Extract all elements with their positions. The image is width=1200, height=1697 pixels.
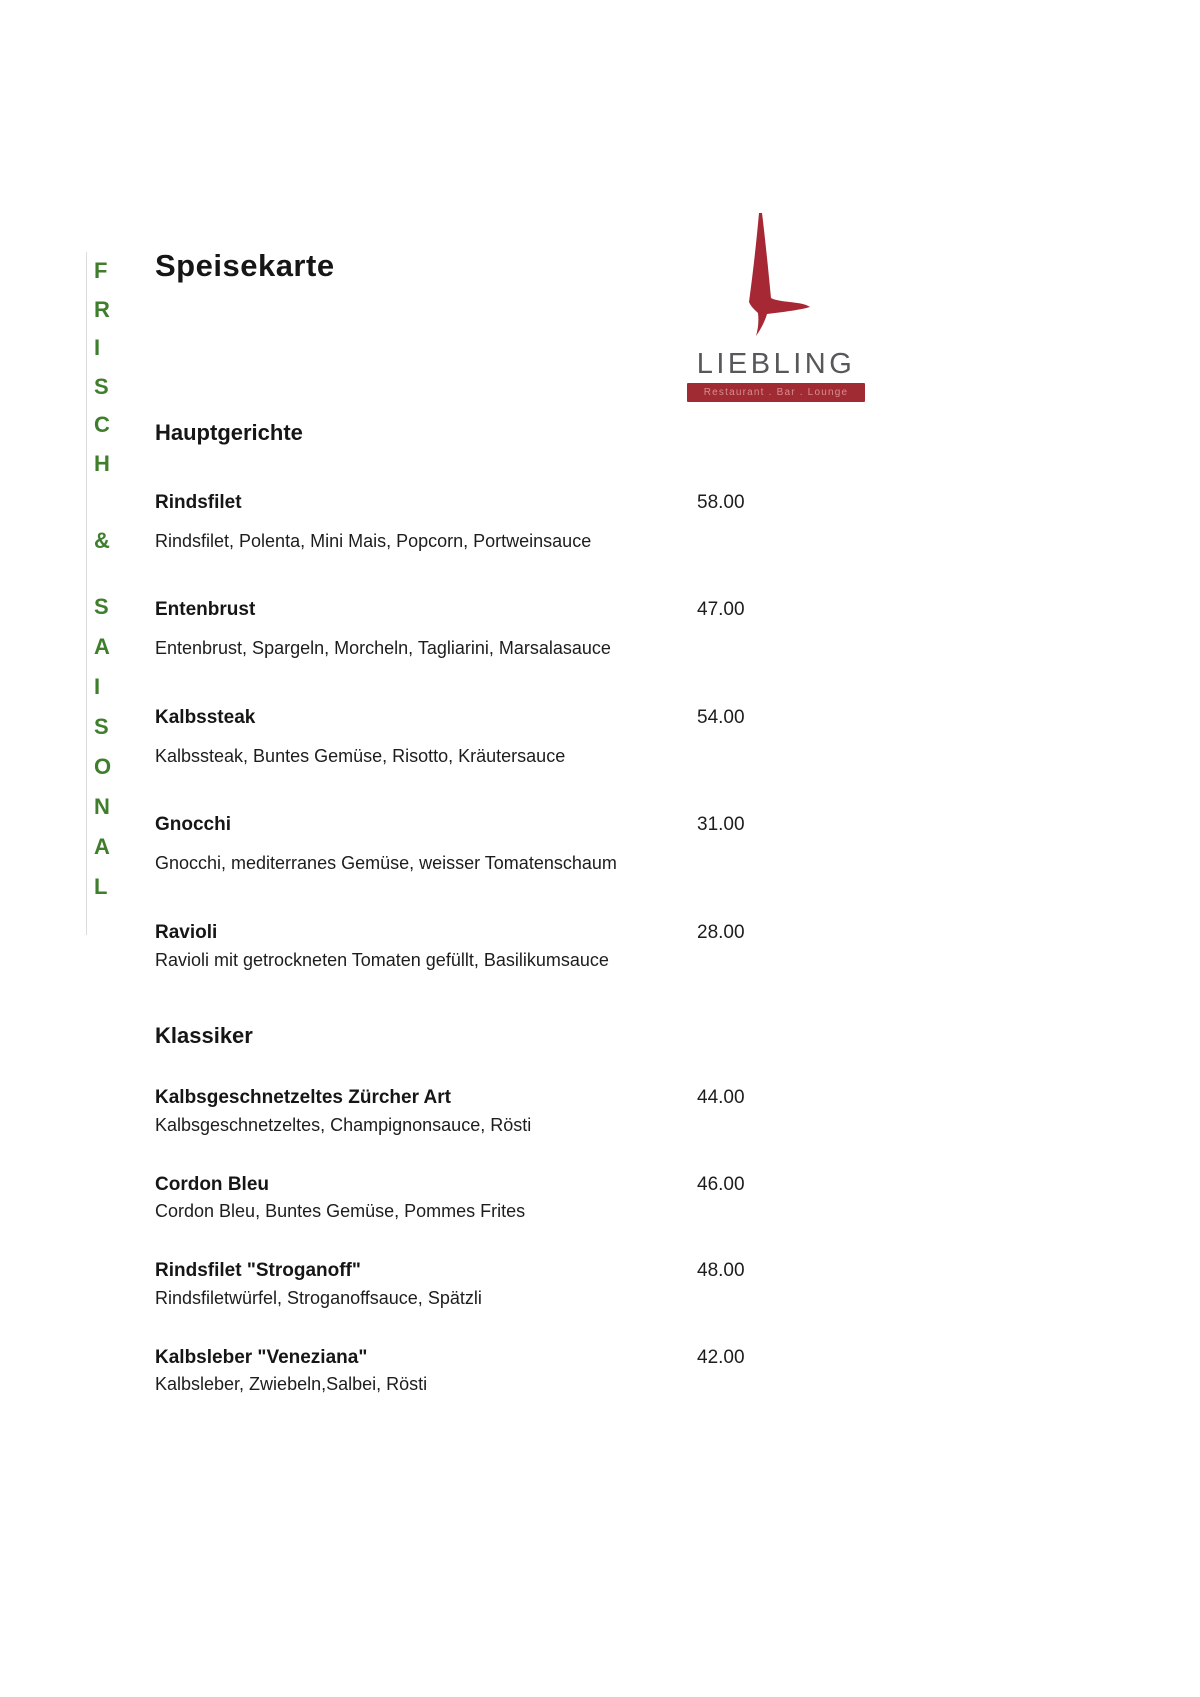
item-description: Ravioli mit getrockneten Tomaten gefüllt, Basilikumsauce bbox=[155, 949, 609, 970]
item-description: Kalbssteak, Buntes Gemüse, Risotto, Kräutersauce bbox=[155, 745, 566, 766]
side-letter: A bbox=[94, 833, 110, 859]
item-price: 44.00 bbox=[697, 1087, 745, 1109]
logo-wordmark: LIEBLING bbox=[696, 348, 856, 380]
item-description: Kalbsgeschnetzeltes, Champignonsauce, Rösti bbox=[155, 1115, 532, 1136]
side-letter: R bbox=[94, 296, 110, 322]
item-name: Gnocchi bbox=[155, 814, 232, 836]
menu-item-head bbox=[155, 599, 795, 621]
item-price: 58.00 bbox=[697, 492, 745, 513]
restaurant-logo bbox=[683, 208, 869, 402]
item-description: Rindsfiletwürfel, Stroganoffsauce, Spätzli bbox=[155, 1287, 482, 1308]
menu-item bbox=[155, 1260, 795, 1309]
menu-item-head bbox=[155, 1174, 795, 1196]
side-letter: S bbox=[94, 593, 109, 619]
item-name: Entenbrust bbox=[155, 599, 256, 621]
menu-item bbox=[155, 599, 795, 659]
item-description: Kalbsleber, Zwiebeln,Salbei, Rösti bbox=[155, 1374, 428, 1395]
menu-item bbox=[155, 492, 795, 552]
side-rail bbox=[94, 252, 134, 907]
side-letter: S bbox=[94, 713, 109, 739]
section-title: Klassiker bbox=[155, 1023, 253, 1049]
menu-item bbox=[155, 814, 795, 874]
item-price: 47.00 bbox=[697, 599, 745, 621]
item-name: Cordon Bleu bbox=[155, 1173, 269, 1195]
side-letter: N bbox=[94, 793, 110, 819]
side-letter: O bbox=[94, 753, 112, 779]
menu-item-head bbox=[155, 707, 795, 729]
side-rail-divider bbox=[86, 252, 87, 935]
item-name: Kalbsleber "Veneziana" bbox=[155, 1346, 368, 1368]
item-name: Kalbsgeschnetzeltes Zürcher Art bbox=[155, 1087, 451, 1109]
side-letter: S bbox=[94, 373, 109, 399]
menu-item-head bbox=[155, 1087, 795, 1109]
side-letter: & bbox=[94, 528, 110, 554]
menu-item bbox=[155, 707, 795, 767]
item-price: 48.00 bbox=[697, 1260, 745, 1282]
menu-item bbox=[155, 1174, 795, 1223]
side-letter: C bbox=[94, 412, 110, 438]
item-price: 28.00 bbox=[697, 921, 745, 943]
menu-item-head bbox=[155, 814, 795, 836]
item-description: Cordon Bleu, Buntes Gemüse, Pommes Frites bbox=[155, 1201, 526, 1222]
side-letter: F bbox=[94, 258, 108, 284]
item-price: 31.00 bbox=[697, 814, 745, 836]
item-name: Rindsfilet "Stroganoff" bbox=[155, 1260, 361, 1282]
item-price: 42.00 bbox=[697, 1346, 745, 1368]
item-name: Rindsfilet bbox=[155, 492, 242, 513]
item-description: Entenbrust, Spargeln, Morcheln, Tagliarini, Marsalasauce bbox=[155, 638, 611, 659]
logo-banner bbox=[687, 383, 865, 402]
item-description: Rindsfilet, Polenta, Mini Mais, Popcorn, Portweinsauce bbox=[155, 530, 592, 551]
side-letter: A bbox=[94, 633, 110, 659]
logo-mark-path bbox=[749, 213, 810, 336]
menu-item bbox=[155, 1087, 795, 1136]
side-letter: I bbox=[94, 335, 101, 361]
menu-item bbox=[155, 1347, 795, 1396]
menu-item-head bbox=[155, 1260, 795, 1282]
page-title: Speisekarte bbox=[155, 248, 335, 283]
item-name: Kalbssteak bbox=[155, 706, 256, 728]
logo-tagline: Restaurant . Bar . Lounge bbox=[703, 386, 849, 398]
item-price: 46.00 bbox=[697, 1173, 745, 1195]
menu-sections bbox=[155, 420, 795, 1433]
item-name: Ravioli bbox=[155, 921, 218, 943]
section-title: Hauptgerichte bbox=[155, 420, 303, 445]
item-price: 54.00 bbox=[697, 706, 745, 728]
side-letter: L bbox=[94, 873, 108, 899]
wine-glass-logo-icon bbox=[742, 208, 814, 346]
menu-item-head bbox=[155, 492, 795, 514]
menu-item-head bbox=[155, 1347, 795, 1369]
side-letter: H bbox=[94, 450, 110, 476]
menu-item bbox=[155, 922, 795, 971]
menu-item-head bbox=[155, 922, 795, 944]
item-description: Gnocchi, mediterranes Gemüse, weisser Tomatenschaum bbox=[155, 853, 617, 874]
side-letter: I bbox=[94, 673, 101, 699]
